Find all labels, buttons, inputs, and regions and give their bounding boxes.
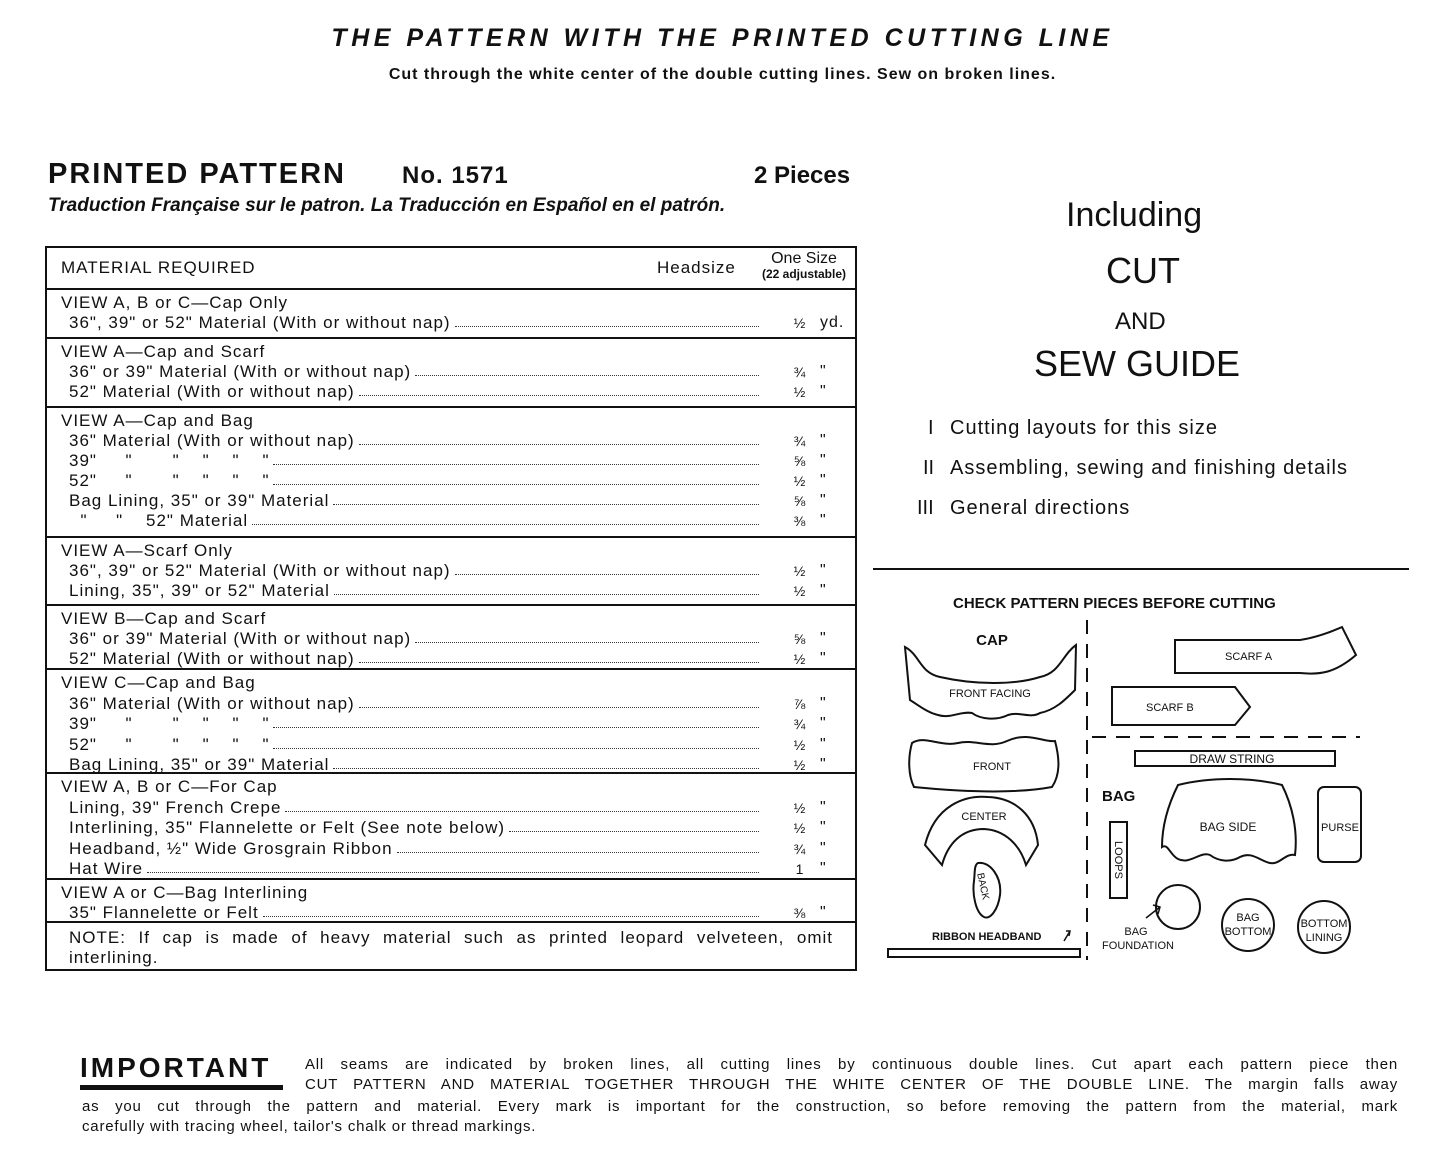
row-line [47,714,855,734]
row-line [47,561,855,581]
ribbon-headband-piece [888,949,1080,957]
table-row [47,604,855,668]
line-label: Hat Wire [69,859,144,878]
line-label: Bag Lining, 35" or 39" Material [69,755,330,774]
center-piece [925,797,1038,865]
dot-leader [285,811,759,812]
dot-leader [509,831,759,832]
important-text-line: All seams are indicated by broken lines, all cutting lines by continuous double lines. Cut apart each pattern piece then [305,1056,1398,1073]
pattern-pieces: 2 Pieces [754,162,851,189]
guide-item-text: General directions [950,497,1131,519]
amount-value: ½ [793,473,807,489]
amount-unit: " [820,735,827,753]
amount-unit: yd. [820,314,845,331]
line-label: 39" " " " " " [69,451,270,470]
dot-leader [359,707,759,708]
amount-unit: " [820,562,827,579]
amount-value: ⅝ [793,493,807,509]
header-material: MATERIAL REQUIRED [61,258,256,277]
amount-unit: " [820,756,827,773]
table-row [47,406,855,530]
amount-unit: " [820,452,827,469]
line-label: VIEW B—Cap and Scarf [61,609,267,628]
row-heading [47,342,855,362]
amount-value: ⅜ [793,905,807,921]
amount-unit: " [820,582,827,599]
row-line [47,313,855,333]
amount-value: ½ [793,651,807,667]
line-label: Lining, 39" French Crepe [69,797,282,817]
amount-value: ½ [793,757,807,773]
dot-leader [333,504,759,505]
dot-leader [273,464,759,465]
bag-bottom-label-1: BAG [1236,912,1260,924]
bag-label: BAG [1102,788,1136,805]
line-label: 36" or 39" Material (With or without nap) [69,629,412,648]
amount-unit: " [820,432,827,449]
bag-foundation-piece [1156,885,1200,929]
scarf-a-label: SCARF A [1225,651,1273,663]
amount-value: ⅞ [793,695,807,712]
center-label: CENTER [961,811,1007,823]
row-line [47,629,855,649]
guide-and: AND [1115,308,1166,335]
line-label: VIEW A—Scarf Only [61,541,233,560]
row-line [47,431,855,451]
amount-value: ½ [793,583,807,599]
amount-unit: " [820,715,827,732]
row-heading [47,293,855,313]
dot-leader [455,574,759,575]
bottom-lining-label-2: LINING [1305,932,1343,944]
pattern-label: PRINTED PATTERN [48,158,346,190]
line-label: Bag Lining, 35" or 39" Material [69,491,330,510]
amount-value: ⅜ [793,513,807,529]
row-heading [47,411,855,431]
line-label: 36" Material (With or without nap) [69,693,355,713]
dot-leader [359,395,759,396]
row-line [47,818,855,838]
line-label: VIEW C—Cap and Bag [61,673,256,692]
bag-side-label: BAG SIDE [1199,820,1257,834]
amount-value: ¾ [793,716,807,732]
line-label: 52" " " " " " [69,734,270,754]
row-line [47,382,855,402]
important-label: IMPORTANT [80,1052,272,1083]
amount-value: ½ [793,736,807,753]
row-line [47,471,855,491]
purse-label: PURSE [1321,822,1359,834]
table-row [47,288,855,332]
important-text-line: as you cut through the pattern and material. Every mark is important for the construction, so before removing the pattern from the material, mark [82,1098,1398,1115]
material-table [45,246,857,971]
bottom-lining-label-1: BOTTOM [1300,918,1348,930]
line-label: 36", 39" or 52" Material (With or without nap) [69,313,451,332]
line-label: VIEW A—Cap and Bag [61,411,254,430]
amount-value: ¾ [793,840,807,857]
guide-item-num: I [928,417,934,439]
amount-value: ⅝ [793,453,807,469]
amount-unit: " [820,839,827,857]
front-facing-piece [905,645,1076,719]
page-subtitle: Cut through the white center of the double cutting lines. Sew on broken lines. [388,66,1057,83]
table-row [47,878,855,922]
row-heading [47,673,855,693]
line-label: 52" " " " " " [69,471,270,490]
dot-leader [359,662,759,663]
note-text: NOTE: If cap is made of heavy material such as printed leopard velveteen, omit interlining. [69,928,833,967]
bag-bottom-label-2: BOTTOM [1224,926,1272,938]
row-line [47,839,855,859]
row-line [47,903,855,923]
line-label: VIEW A, B or C—For Cap [61,777,278,796]
arrow-icon [1064,931,1070,941]
amount-unit: " [820,904,827,921]
back-label: BACK [974,872,991,901]
dot-leader [334,594,759,595]
line-label: VIEW A, B or C—Cap Only [61,293,289,312]
cap-label: CAP [976,632,1008,649]
amount-unit: " [820,694,827,712]
divider [873,568,1409,570]
bag-bottom-piece [1222,899,1274,951]
line-label: 52" Material (With or without nap) [69,382,355,401]
amount-value: ⅝ [793,631,807,647]
note-row [47,921,855,967]
line-label: 36", 39" or 52" Material (With or without nap) [69,561,451,580]
amount-value: ½ [793,563,807,579]
amount-value: ½ [793,799,807,816]
amount-unit: " [820,383,827,400]
line-label: 36" Material (With or without nap) [69,431,355,450]
amount-value: 1 [795,861,805,877]
dot-leader [333,768,759,769]
row-line [47,581,855,601]
line-label: 36" or 39" Material (With or without nap) [69,362,412,381]
row-line [47,511,855,531]
ribbon-headband-label: RIBBON HEADBAND [932,931,1042,943]
row-line [47,491,855,511]
row-line [47,798,855,818]
important-text-line: carefully with tracing wheel, tailor's chalk or thread markings. [82,1118,537,1135]
row-line [47,362,855,382]
table-row [47,668,855,774]
dot-leader [263,916,759,917]
scarf-b-label: SCARF B [1146,702,1194,714]
draw-string-label: DRAW STRING [1189,752,1275,766]
guide-item-num: III [917,497,934,519]
header-headsize: Headsize [657,258,736,277]
dot-leader [415,375,759,376]
dot-leader [455,326,759,327]
translation-note: Traduction Française sur le patron. La Traducción en Español en el patrón. [48,195,726,216]
row-line [47,451,855,471]
amount-unit: " [820,630,827,647]
dot-leader [359,444,759,445]
row-heading [47,883,855,903]
header-size: One Size [771,250,837,267]
guide-item-num: II [923,457,935,479]
line-label: 35" Flannelette or Felt [69,903,259,922]
line-label: VIEW A or C—Bag Interlining [61,883,309,902]
line-label: Interlining, 35" Flannelette or Felt (See note below) [69,818,506,837]
amount-value: ½ [793,315,807,331]
dot-leader [147,872,759,873]
row-line [47,735,855,755]
row-heading [47,541,855,561]
guide-including: Including [1066,196,1203,234]
amount-value: ½ [793,820,807,836]
table-row [47,337,855,401]
pattern-number: No. 1571 [402,162,509,189]
line-label: " " 52" Material [69,511,249,530]
row-line [47,859,855,879]
dot-leader [397,852,759,853]
table-row [47,536,855,600]
amount-unit: " [820,819,827,836]
amount-value: ½ [793,384,807,400]
amount-unit: " [820,860,827,877]
dot-leader [415,642,759,643]
guide-item-text: Assembling, sewing and finishing details [950,457,1348,479]
row-heading [47,777,855,797]
header-size-note: (22 adjustable) [761,267,847,281]
amount-value: ¾ [793,364,807,380]
amount-unit: " [820,512,827,529]
line-label: VIEW A—Cap and Scarf [61,342,266,361]
line-label: 39" " " " " " [69,714,270,733]
dot-leader [252,524,759,525]
amount-unit: " [820,363,827,380]
line-label: Headband, ½" Wide Grosgrain Ribbon [69,838,393,858]
row-line [47,694,855,714]
pattern-pieces-diagram [880,615,1410,965]
line-label: 52" Material (With or without nap) [69,649,355,668]
amount-unit: " [820,798,827,816]
important-underline [80,1085,283,1090]
line-label: Lining, 35", 39" or 52" Material [69,581,330,600]
amount-unit: " [820,492,827,509]
page-title: THE PATTERN WITH THE PRINTED CUTTING LINE [331,24,1114,52]
important-text-line: CUT PATTERN AND MATERIAL TOGETHER THROUGH THE WHITE CENTER OF THE DOUBLE LINE. The margin falls away [305,1076,1398,1093]
guide-sew: SEW GUIDE [1034,343,1241,384]
guide-cut: CUT [1106,250,1180,291]
loops-label: LOOPS [1112,841,1124,879]
front-facing-label: FRONT FACING [949,688,1031,700]
guide-item-text: Cutting layouts for this size [950,417,1218,439]
bag-foundation-label-2: FOUNDATION [1102,940,1174,952]
amount-value: ¾ [793,433,807,449]
pieces-heading: CHECK PATTERN PIECES BEFORE CUTTING [953,595,1276,612]
dot-leader [273,484,759,485]
row-line [47,649,855,669]
row-heading [47,609,855,629]
dot-leader [273,727,759,728]
dot-leader [273,748,759,749]
bag-foundation-label-1: BAG [1124,926,1148,938]
table-row [47,772,855,878]
front-label: FRONT [973,761,1011,773]
amount-unit: " [820,650,827,667]
amount-unit: " [820,472,827,489]
